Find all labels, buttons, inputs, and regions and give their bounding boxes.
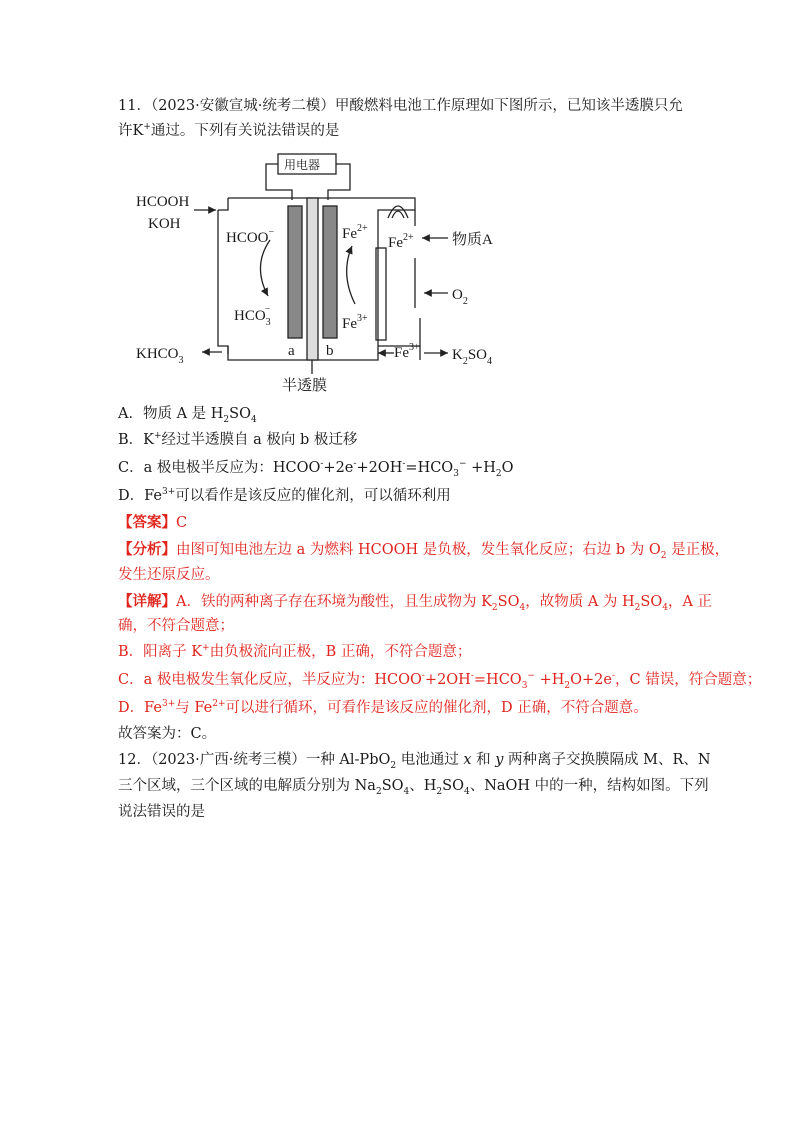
electrode-a-label: a xyxy=(288,343,295,359)
option-c: C．a 极电极半反应为：$HCOO^-+2e^-+2OH^-=HCO_3^- +H_2O$ xyxy=(118,459,514,479)
membrane-label: 半透膜 xyxy=(282,378,328,394)
analysis-line1: 【分析】由图可知电池左边 a 为燃料 HCOOH 是负极，发生氧化反应；右边 b 为 $O_2$ 是正极， xyxy=(118,541,730,561)
q11-stem-line2: 许K+通过。下列有关说法错误的是 xyxy=(118,122,340,139)
detail-a-line2: 确，不符合题意； xyxy=(118,618,234,634)
hco3-label: $HCO_3-$ xyxy=(234,304,271,328)
option-b: B．K+经过半透膜自 a 极向 b 极迁移 xyxy=(118,431,358,448)
inlet-hcooh: HCOOH xyxy=(136,194,190,210)
answer-line: 【答案】C xyxy=(118,514,188,531)
o2-label: $O_2$ xyxy=(452,287,468,307)
fe2-left-label: $Fe^{2+}$ xyxy=(342,223,368,242)
detail-d: D．$Fe^{3+}$与 $Fe^{2+}$可以进行循环，可看作是该反应的催化剂，D 正确，不符合题意。 xyxy=(118,699,648,716)
analysis-line2: 发生还原反应。 xyxy=(118,567,220,583)
fuel-cell-diagram xyxy=(130,148,550,398)
detail-b: B．阳离子 K+由负极流向正极，B 正确，不符合题意； xyxy=(118,643,472,660)
q12-stem-line3: 说法错误的是 xyxy=(118,804,205,820)
option-a: A．物质 A 是 $H_2SO_4$ xyxy=(118,406,257,425)
k2so4-label: $K_2SO_4$ xyxy=(452,347,493,367)
hcoo-label: HCOO− xyxy=(226,227,275,246)
device-label: 用电器 xyxy=(284,158,321,172)
fe3-left-label: $Fe^{3+}$ xyxy=(342,313,368,332)
option-d: D．$Fe^{3+}$可以看作是该反应的催化剂，可以循环利用 xyxy=(118,487,451,504)
q12-stem-line1: 12．（2023·广西·统考三模）一种 Al-PbO$_2$ 电池通过 x 和 y 两种离子交换膜隔成 M、R、N xyxy=(118,752,711,771)
detail-c: C．a 极电极发生氧化反应，半反应为：$HCOO^-+2OH^-=HCO_3^- +H_2O+2e^-$，C 错误，符合题意； xyxy=(118,671,762,691)
substance-a-label: 物质A xyxy=(452,232,493,248)
detail-final: 故答案为：C。 xyxy=(118,726,217,742)
khco3-label: $KHCO_3$ xyxy=(136,346,184,366)
q12-stem-line2: 三个区域，三个区域的电解质分别为 $Na_2SO_4$、$H_2SO_4$、NaOH 中的一种，结构如图。下列 xyxy=(118,778,709,797)
fe3-right-label: $Fe^{3+}$ xyxy=(394,342,420,361)
electrode-b-label: b xyxy=(326,343,334,359)
inlet-koh: KOH xyxy=(148,216,181,232)
fe2-right-label: $Fe^{2+}$ xyxy=(388,232,414,251)
detail-a-line1: 【详解】A．铁的两种离子存在环境为酸性，且生成物为 $K_2SO_4$，故物质 A 为 $H_2SO_4$，A 正 xyxy=(118,593,713,613)
q11-stem-line1: 11．（2023·安徽宣城·统考二模）甲酸燃料电池工作原理如下图所示，已知该半透膜只允 xyxy=(118,98,683,114)
